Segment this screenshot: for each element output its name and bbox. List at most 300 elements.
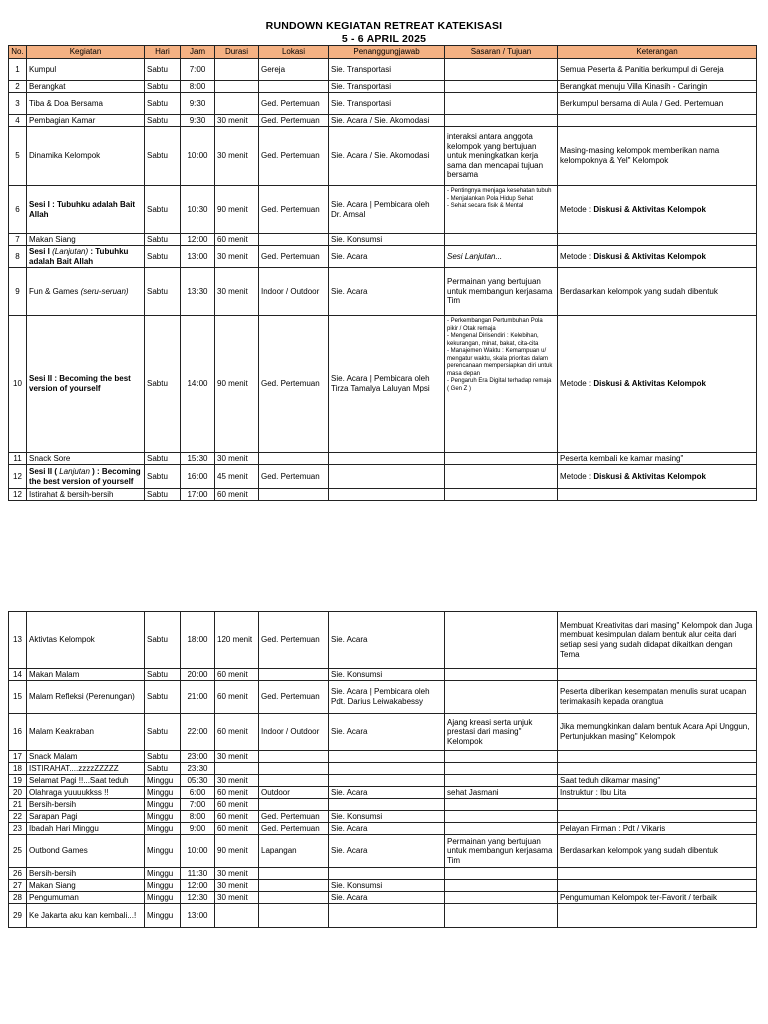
duration-cell: [215, 763, 259, 775]
activity-cell: ISTIRAHAT....zzzzZZZZZ: [27, 763, 145, 775]
table-row: [9, 892, 757, 904]
activity-cell: Ibadah Hari Minggu: [27, 823, 145, 835]
time-cell: 10:00: [181, 835, 215, 868]
goal-cell: [445, 453, 558, 465]
duration-cell: 30 menit: [215, 751, 259, 763]
row-number: 20: [9, 787, 27, 799]
duration-cell: 90 menit: [215, 835, 259, 868]
goal-cell: sehat Jasmani: [445, 787, 558, 799]
goal-cell: [445, 81, 558, 93]
person-in-charge-cell: Sie. Acara: [329, 714, 445, 751]
activity-title: Sesi II : Becoming the best version of yourself: [29, 374, 131, 393]
location-cell: [259, 880, 329, 892]
notes-cell: Berdasarkan kelompok yang sudah dibentuk: [558, 268, 757, 316]
activity-cell: Olahraga yuuuukkss !!: [27, 787, 145, 799]
activity-cell: Pengumuman: [27, 892, 145, 904]
activity-cell: Dinamika Kelompok: [27, 127, 145, 186]
row-number: 6: [9, 186, 27, 234]
person-in-charge-cell: Sie. Konsumsi: [329, 811, 445, 823]
activity-cell: Sarapan Pagi: [27, 811, 145, 823]
time-cell: 8:00: [181, 811, 215, 823]
goal-cell: interaksi antara anggota kelompok yang bertujuan untuk meningkatkan kerja sama dan mencapai tujuan bersama: [445, 127, 558, 186]
goal-cell: [445, 115, 558, 127]
location-cell: [259, 669, 329, 681]
time-cell: 12:00: [181, 880, 215, 892]
time-cell: 12:00: [181, 234, 215, 246]
table-row: [9, 246, 757, 268]
goal-cell: [445, 904, 558, 928]
notes-cell: [558, 246, 757, 268]
row-number: 16: [9, 714, 27, 751]
method-value: Diskusi & Aktivitas Kelompok: [593, 204, 706, 214]
day-cell: Sabtu: [145, 186, 181, 234]
time-cell: 05:30: [181, 775, 215, 787]
person-in-charge-cell: [329, 465, 445, 489]
location-cell: Ged. Pertemuan: [259, 465, 329, 489]
duration-cell: [215, 904, 259, 928]
activity-text: Fun & Games: [29, 286, 81, 296]
method-value: Diskusi & Aktivitas Kelompok: [593, 471, 706, 481]
duration-cell: 60 menit: [215, 669, 259, 681]
time-cell: 9:00: [181, 823, 215, 835]
goal-cell: Permainan yang bertujuan untuk membangun kerjasama Tim: [445, 268, 558, 316]
activity-cell: Makan Siang: [27, 234, 145, 246]
row-number: 22: [9, 811, 27, 823]
location-cell: [259, 892, 329, 904]
notes-cell: Jika memungkinkan dalam bentuk Acara Api Unggun, Pertunjukkan masing" Kelompok: [558, 714, 757, 751]
table-row: [9, 453, 757, 465]
header-keterangan: Keterangan: [558, 46, 757, 59]
goal-cell: Permainan yang bertujuan untuk membangun kerjasama Tim: [445, 835, 558, 868]
method-value: Diskusi & Aktivitas Kelompok: [593, 379, 706, 389]
table-row: [9, 127, 757, 186]
person-in-charge-cell: [329, 763, 445, 775]
activity-cell: Snack Malam: [27, 751, 145, 763]
goal-cell: [445, 799, 558, 811]
duration-cell: 30 menit: [215, 127, 259, 186]
goal-cell: [445, 93, 558, 115]
activity-cell: Berangkat: [27, 81, 145, 93]
duration-cell: 45 menit: [215, 465, 259, 489]
time-cell: 7:00: [181, 799, 215, 811]
person-in-charge-cell: Sie. Acara: [329, 892, 445, 904]
table-row: [9, 904, 757, 928]
duration-cell: 30 menit: [215, 868, 259, 880]
person-in-charge-cell: Sie. Konsumsi: [329, 669, 445, 681]
activity-cell: Aktivtas Kelompok: [27, 612, 145, 669]
location-cell: [259, 799, 329, 811]
header-no: No.: [9, 46, 27, 59]
time-cell: 12:30: [181, 892, 215, 904]
goal-cell: [445, 868, 558, 880]
goal-cell: [445, 489, 558, 501]
activity-cell: Snack Sore: [27, 453, 145, 465]
time-cell: 13:30: [181, 268, 215, 316]
location-cell: [259, 234, 329, 246]
time-cell: 21:00: [181, 681, 215, 714]
table-row: [9, 316, 757, 453]
row-number: 23: [9, 823, 27, 835]
day-cell: Sabtu: [145, 612, 181, 669]
person-in-charge-cell: Sie. Acara: [329, 612, 445, 669]
day-cell: Minggu: [145, 835, 181, 868]
activity-title: : Tubuhku adalah Bait Allah: [29, 246, 129, 266]
header-kegiatan: Kegiatan: [27, 46, 145, 59]
goal-cell: Ajang kreasi serta unjuk prestasi dari masing" Kelompok: [445, 714, 558, 751]
notes-cell: [558, 751, 757, 763]
duration-cell: 60 menit: [215, 811, 259, 823]
location-cell: Ged. Pertemuan: [259, 811, 329, 823]
location-cell: [259, 775, 329, 787]
location-cell: [259, 81, 329, 93]
person-in-charge-cell: [329, 904, 445, 928]
day-cell: Minggu: [145, 787, 181, 799]
duration-cell: 30 menit: [215, 246, 259, 268]
activity-cell: Tiba & Doa Bersama: [27, 93, 145, 115]
person-in-charge-cell: Sie. Acara | Pembicara oleh Pdt. Darius Leiwakabessy: [329, 681, 445, 714]
person-in-charge-cell: Sie. Acara: [329, 246, 445, 268]
day-cell: Sabtu: [145, 763, 181, 775]
person-in-charge-cell: [329, 775, 445, 787]
notes-cell: Pelayan Firman : Pdt / Vikaris: [558, 823, 757, 835]
duration-cell: [215, 59, 259, 81]
person-in-charge-cell: Sie. Acara: [329, 787, 445, 799]
table-row: [9, 59, 757, 81]
row-number: 14: [9, 669, 27, 681]
day-cell: Minggu: [145, 775, 181, 787]
row-number: 25: [9, 835, 27, 868]
time-cell: 23:00: [181, 751, 215, 763]
table-row: [9, 835, 757, 868]
activity-title: Sesi I: [29, 246, 53, 256]
person-in-charge-cell: Sie. Transportasi: [329, 93, 445, 115]
time-cell: 15:30: [181, 453, 215, 465]
notes-cell: [558, 763, 757, 775]
location-cell: Ged. Pertemuan: [259, 246, 329, 268]
row-number: 3: [9, 93, 27, 115]
day-cell: Sabtu: [145, 246, 181, 268]
time-cell: 20:00: [181, 669, 215, 681]
goal-cell: [445, 823, 558, 835]
method-label: Metode :: [560, 251, 594, 261]
notes-cell: [558, 811, 757, 823]
goal-cell: [445, 775, 558, 787]
goal-cell: [445, 751, 558, 763]
duration-cell: [215, 93, 259, 115]
rundown-table-part-2: [8, 611, 757, 928]
notes-cell: [558, 904, 757, 928]
day-cell: Sabtu: [145, 714, 181, 751]
goal-cell: - Pentingnya menjaga kesehatan tubuh - Menjalankan Pola Hidup Sehat - Sehat secara fisik & Mental: [445, 186, 558, 234]
table-row: [9, 763, 757, 775]
goal-cell: Sesi Lanjutan...: [445, 246, 558, 268]
goal-cell: [445, 880, 558, 892]
activity-cell: Malam Refleksi (Perenungan): [27, 681, 145, 714]
table-row: [9, 234, 757, 246]
time-cell: 11:30: [181, 868, 215, 880]
notes-cell: Semua Peserta & Panitia berkumpul di Gereja: [558, 59, 757, 81]
day-cell: Sabtu: [145, 81, 181, 93]
goal-cell: - Perkembangan Pertumbuhan Pola pikir / Otak remaja - Mengenal Dirisendiri : Kelebihan, kekurangan, minat, bakat, cita-cita - Manajemen Waktu : Kemampuan u/ mengatur waktu, skala prioritas dalam perencanaan mempersiapkan diri untuk masa depan - Pengaruh Era Digital terhadap remaja ( Gen Z ): [445, 316, 558, 453]
notes-cell: Masing-masing kelompok memberikan nama kelompoknya & Yel" Kelompok: [558, 127, 757, 186]
notes-cell: Peserta kembali ke kamar masing": [558, 453, 757, 465]
day-cell: Sabtu: [145, 453, 181, 465]
document-title: RUNDOWN KEGIATAN RETREAT KATEKISASI: [265, 20, 503, 32]
row-number: 5: [9, 127, 27, 186]
goal-cell: [445, 465, 558, 489]
row-number: 12: [9, 465, 27, 489]
duration-cell: 30 menit: [215, 453, 259, 465]
method-label: Metode :: [560, 204, 594, 214]
location-cell: Ged. Pertemuan: [259, 823, 329, 835]
row-number: 15: [9, 681, 27, 714]
row-number: 28: [9, 892, 27, 904]
document-date: 5 - 6 APRIL 2025: [341, 33, 427, 45]
day-cell: Sabtu: [145, 234, 181, 246]
table-body-part-2: [9, 612, 757, 928]
notes-cell: [558, 465, 757, 489]
activity-cell: Malam Keakraban: [27, 714, 145, 751]
activity-note: Lanjutan: [59, 466, 90, 476]
location-cell: Ged. Pertemuan: [259, 681, 329, 714]
activity-cell: Istirahat & bersih-bersih: [27, 489, 145, 501]
table-row: [9, 612, 757, 669]
notes-cell: [558, 799, 757, 811]
table-row: [9, 787, 757, 799]
activity-cell: Kumpul: [27, 59, 145, 81]
duration-cell: 120 menit: [215, 612, 259, 669]
goal-cell: [445, 763, 558, 775]
day-cell: Minggu: [145, 904, 181, 928]
duration-cell: 60 menit: [215, 799, 259, 811]
location-cell: Ged. Pertemuan: [259, 115, 329, 127]
time-cell: 23:30: [181, 763, 215, 775]
activity-note: (Lanjutan): [52, 246, 89, 256]
day-cell: Sabtu: [145, 59, 181, 81]
location-cell: Ged. Pertemuan: [259, 186, 329, 234]
row-number: 13: [9, 612, 27, 669]
table-row: [9, 186, 757, 234]
rundown-table-part-1: [8, 45, 757, 501]
method-label: Metode :: [560, 471, 594, 481]
goal-cell: [445, 681, 558, 714]
activity-title: Sesi II (: [29, 466, 60, 476]
table-row: [9, 811, 757, 823]
row-number: 2: [9, 81, 27, 93]
table-row: [9, 681, 757, 714]
time-cell: 13:00: [181, 246, 215, 268]
activity-cell: Pembagian Kamar: [27, 115, 145, 127]
activity-note: (seru-seruan): [80, 286, 129, 296]
duration-cell: 60 menit: [215, 681, 259, 714]
table-row: [9, 775, 757, 787]
duration-cell: 30 menit: [215, 880, 259, 892]
person-in-charge-cell: Sie. Acara / Sie. Akomodasi: [329, 127, 445, 186]
location-cell: Ged. Pertemuan: [259, 612, 329, 669]
header-jam: Jam: [181, 46, 215, 59]
duration-cell: 30 menit: [215, 268, 259, 316]
row-number: 11: [9, 453, 27, 465]
day-cell: Minggu: [145, 880, 181, 892]
table-row: [9, 669, 757, 681]
location-cell: [259, 751, 329, 763]
activity-cell: Bersih-bersih: [27, 799, 145, 811]
time-cell: 7:00: [181, 59, 215, 81]
activity-cell: Ke Jakarta aku kan kembali...!: [27, 904, 145, 928]
location-cell: [259, 763, 329, 775]
location-cell: [259, 904, 329, 928]
location-cell: Outdoor: [259, 787, 329, 799]
header-penanggungjawab: Penanggungjawab: [329, 46, 445, 59]
notes-cell: Peserta diberikan kesempatan menulis surat ucapan terimakasih kepada orangtua: [558, 681, 757, 714]
time-cell: 13:00: [181, 904, 215, 928]
notes-cell: [558, 234, 757, 246]
activity-cell: [27, 186, 145, 234]
table-row: [9, 799, 757, 811]
table-row: [9, 714, 757, 751]
person-in-charge-cell: Sie. Acara: [329, 835, 445, 868]
duration-cell: 60 menit: [215, 787, 259, 799]
row-number: 27: [9, 880, 27, 892]
table-header-row: [9, 46, 757, 59]
table-row: [9, 823, 757, 835]
day-cell: Sabtu: [145, 681, 181, 714]
time-cell: 14:00: [181, 316, 215, 453]
activity-cell: [27, 316, 145, 453]
time-cell: 10:00: [181, 127, 215, 186]
time-cell: 18:00: [181, 612, 215, 669]
duration-cell: 30 menit: [215, 775, 259, 787]
notes-cell: [558, 489, 757, 501]
day-cell: Sabtu: [145, 489, 181, 501]
goal-cell: [445, 234, 558, 246]
location-cell: Ged. Pertemuan: [259, 93, 329, 115]
person-in-charge-cell: [329, 799, 445, 811]
person-in-charge-cell: Sie. Transportasi: [329, 81, 445, 93]
day-cell: Minggu: [145, 868, 181, 880]
duration-cell: 60 menit: [215, 489, 259, 501]
goal-cell: [445, 612, 558, 669]
day-cell: Sabtu: [145, 316, 181, 453]
row-number: 17: [9, 751, 27, 763]
activity-cell: Selamat Pagi !!...Saat teduh: [27, 775, 145, 787]
duration-cell: 60 menit: [215, 234, 259, 246]
row-number: 12: [9, 489, 27, 501]
duration-cell: 90 menit: [215, 186, 259, 234]
location-cell: Ged. Pertemuan: [259, 316, 329, 453]
time-cell: 16:00: [181, 465, 215, 489]
notes-cell: Pengumuman Kelompok ter-Favorit / terbaik: [558, 892, 757, 904]
person-in-charge-cell: Sie. Transportasi: [329, 59, 445, 81]
activity-cell: Bersih-bersih: [27, 868, 145, 880]
table-row: [9, 868, 757, 880]
day-cell: Minggu: [145, 892, 181, 904]
person-in-charge-cell: Sie. Acara | Pembicara oleh Tirza Tamalya Laluyan Mpsi: [329, 316, 445, 453]
notes-cell: [558, 186, 757, 234]
activity-cell: Makan Malam: [27, 669, 145, 681]
person-in-charge-cell: Sie. Acara / Sie. Akomodasi: [329, 115, 445, 127]
activity-cell: [27, 268, 145, 316]
day-cell: Minggu: [145, 811, 181, 823]
row-number: 10: [9, 316, 27, 453]
person-in-charge-cell: Sie. Acara: [329, 268, 445, 316]
row-number: 18: [9, 763, 27, 775]
day-cell: Minggu: [145, 799, 181, 811]
duration-cell: [215, 81, 259, 93]
person-in-charge-cell: Sie. Konsumsi: [329, 234, 445, 246]
location-cell: Indoor / Outdoor: [259, 714, 329, 751]
row-number: 8: [9, 246, 27, 268]
table-row: [9, 751, 757, 763]
table-row: [9, 93, 757, 115]
header-lokasi: Lokasi: [259, 46, 329, 59]
duration-cell: 90 menit: [215, 316, 259, 453]
day-cell: Sabtu: [145, 465, 181, 489]
time-cell: 8:00: [181, 81, 215, 93]
table-row: [9, 115, 757, 127]
person-in-charge-cell: Sie. Konsumsi: [329, 880, 445, 892]
person-in-charge-cell: [329, 868, 445, 880]
header-hari: Hari: [145, 46, 181, 59]
day-cell: Sabtu: [145, 127, 181, 186]
duration-cell: 30 menit: [215, 892, 259, 904]
table-row: [9, 268, 757, 316]
row-number: 21: [9, 799, 27, 811]
time-cell: 9:30: [181, 93, 215, 115]
row-number: 7: [9, 234, 27, 246]
notes-cell: [558, 316, 757, 453]
time-cell: 22:00: [181, 714, 215, 751]
method-label: Metode :: [560, 379, 594, 389]
notes-cell: Saat teduh dikamar masing": [558, 775, 757, 787]
duration-cell: 60 menit: [215, 714, 259, 751]
duration-cell: 30 menit: [215, 115, 259, 127]
table-row: [9, 880, 757, 892]
notes-cell: Berdasarkan kelompok yang sudah dibentuk: [558, 835, 757, 868]
goal-cell: [445, 892, 558, 904]
day-cell: Sabtu: [145, 669, 181, 681]
method-value: Diskusi & Aktivitas Kelompok: [593, 251, 706, 261]
goal-cell: [445, 669, 558, 681]
row-number: 9: [9, 268, 27, 316]
row-number: 1: [9, 59, 27, 81]
location-cell: Gereja: [259, 59, 329, 81]
activity-cell: Outbond Games: [27, 835, 145, 868]
notes-cell: [558, 868, 757, 880]
activity-title: ) : Becoming the best version of yourself: [29, 466, 141, 486]
activity-title: Sesi I : Tubuhku adalah Bait Allah: [29, 199, 136, 219]
notes-cell: [558, 669, 757, 681]
person-in-charge-cell: Sie. Acara: [329, 823, 445, 835]
person-in-charge-cell: Sie. Acara | Pembicara oleh Dr. Amsal: [329, 186, 445, 234]
day-cell: Sabtu: [145, 751, 181, 763]
header-durasi: Durasi: [215, 46, 259, 59]
location-cell: [259, 868, 329, 880]
activity-cell: [27, 465, 145, 489]
day-cell: Sabtu: [145, 268, 181, 316]
table-body-part-1: [9, 59, 757, 501]
location-cell: Ged. Pertemuan: [259, 127, 329, 186]
time-cell: 9:30: [181, 115, 215, 127]
day-cell: Sabtu: [145, 93, 181, 115]
location-cell: Lapangan: [259, 835, 329, 868]
person-in-charge-cell: [329, 453, 445, 465]
goal-cell: [445, 59, 558, 81]
duration-cell: 60 menit: [215, 823, 259, 835]
activity-cell: [27, 246, 145, 268]
header-sasaran: Sasaran / Tujuan: [445, 46, 558, 59]
row-number: 19: [9, 775, 27, 787]
